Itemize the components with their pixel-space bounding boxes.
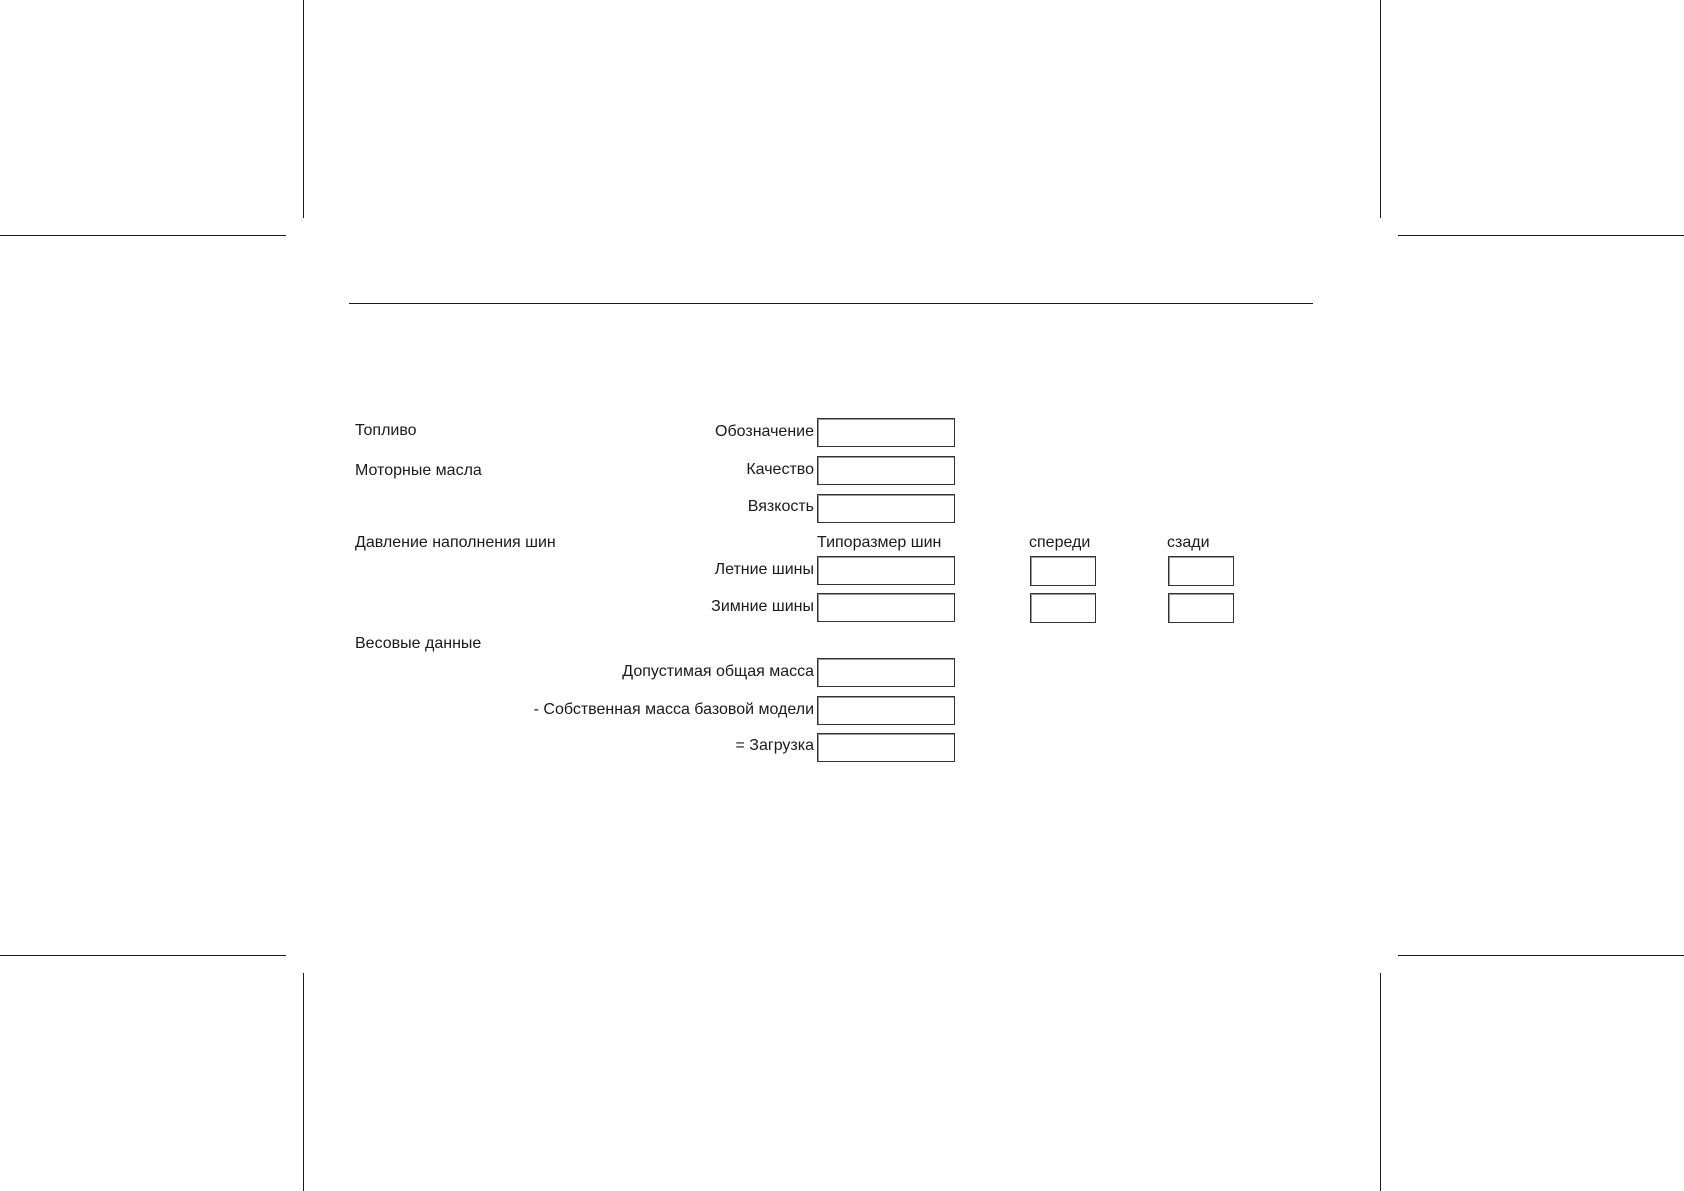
quality-label: Качество — [746, 461, 814, 478]
curb-mass-label: - Собственная масса базовой модели — [533, 701, 814, 718]
crop-mark-bottom-left-vertical — [303, 973, 304, 1191]
quality-field[interactable] — [817, 456, 955, 485]
winter-tires-label: Зимние шины — [711, 598, 814, 615]
summer-front-pressure-field[interactable] — [1030, 556, 1096, 586]
summer-tire-size-field[interactable] — [817, 556, 955, 585]
section-engine-oil: Моторные масла — [355, 462, 482, 479]
section-weights: Весовые данные — [355, 635, 482, 652]
header-rule — [349, 303, 1313, 304]
permissible-total-mass-label: Допустимая общая масса — [622, 663, 814, 680]
winter-rear-pressure-field[interactable] — [1168, 593, 1234, 623]
front-column-header: спереди — [1029, 534, 1091, 551]
crop-mark-top-left-horizontal — [0, 235, 286, 236]
viscosity-field[interactable] — [817, 494, 955, 523]
winter-tire-size-field[interactable] — [817, 593, 955, 622]
crop-mark-bottom-right-horizontal — [1398, 955, 1684, 956]
summer-tires-label: Летние шины — [714, 561, 814, 578]
crop-mark-top-right-horizontal — [1398, 235, 1684, 236]
payload-label: = Загрузка — [735, 737, 814, 754]
curb-mass-field[interactable] — [817, 696, 955, 725]
winter-front-pressure-field[interactable] — [1030, 593, 1096, 623]
section-fuel: Топливо — [355, 422, 417, 439]
designation-label: Обозначение — [715, 423, 814, 440]
viscosity-label: Вязкость — [747, 498, 814, 515]
payload-field[interactable] — [817, 733, 955, 762]
section-tire-pressure: Давление наполнения шин — [355, 534, 556, 551]
summer-rear-pressure-field[interactable] — [1168, 556, 1234, 586]
crop-mark-top-left-vertical — [303, 0, 304, 218]
rear-column-header: сзади — [1167, 534, 1210, 551]
crop-mark-bottom-left-horizontal — [0, 955, 286, 956]
designation-field[interactable] — [817, 418, 955, 447]
crop-mark-top-right-vertical — [1380, 0, 1381, 218]
crop-mark-bottom-right-vertical — [1380, 973, 1381, 1191]
permissible-total-mass-field[interactable] — [817, 658, 955, 687]
tire-size-column-header: Типоразмер шин — [817, 534, 942, 551]
